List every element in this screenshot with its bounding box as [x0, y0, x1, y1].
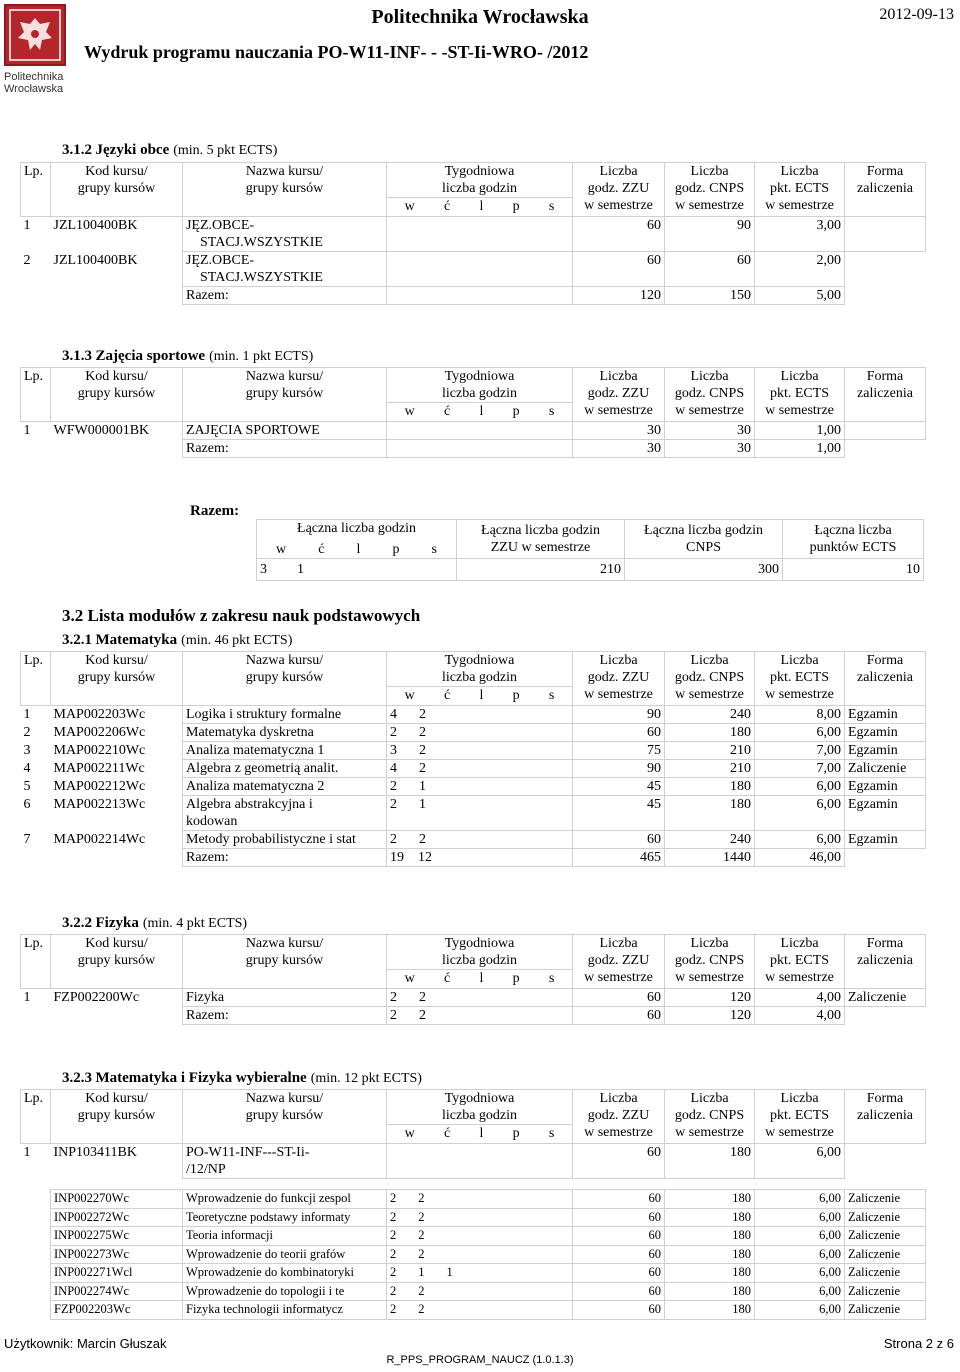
table-313: Lp. Kod kursu/ grupy kursów Nazwa kursu/ grupy kursów Tygodniowa liczba godzin Liczba godz. ZZU w semestrze Liczba godz. CNPS w semestrze Liczba pkt. ECTS w semestrze Forma zaliczenia w ć l p s 1 WFW000001BK ZAJĘCIA SPORTOWE 30 30 1,00 Razem: 30 30 1,00 [20, 367, 926, 458]
footer-page: Strona 2 z 6 [883, 1336, 954, 1351]
section-heading-322: 3.2.2 Fizyka (min. 4 pkt ECTS) [62, 915, 248, 931]
table-312 [20, 162, 926, 305]
table-323: Lp. Kod kursu/ grupy kursów Nazwa kursu/ grupy kursów Tygodniowa liczba godzin Liczba godz. ZZU w semestrze Liczba godz. CNPS w semestrze Liczba pkt. ECTS w semestrze Forma zaliczenia w ć l p s 1 INP103411BK PO-W11-INF---ST-Ii- /12/NP 60 180 6,00 [20, 1089, 926, 1179]
table-row: INP002272Wc Teoretyczne podstawy informaty 2 2 60 180 6,00 Zaliczenie [51, 1208, 926, 1227]
table-row: 3 1 210 300 10 [257, 559, 924, 581]
table-322: Lp. Kod kursu/ grupy kursów Nazwa kursu/ grupy kursów Tygodniowa liczba godzin Liczba godz. ZZU w semestrze Liczba godz. CNPS w semestrze Liczba pkt. ECTS w semestrze Forma zaliczenia w ć l p s 1 FZP002200Wc Fizyka 2 2 60 120 4,00 Zaliczenie Razem: 2 2 60 120 4,00 [20, 934, 926, 1025]
footer-user: Użytkownik: Marcin Głuszak [4, 1336, 167, 1351]
table-321: Lp. Kod kursu/ grupy kursów Nazwa kursu/ grupy kursów Tygodniowa liczba godzin Liczba godz. ZZU w semestrze Liczba godz. CNPS w semestrze Liczba pkt. ECTS w semestrze Forma zaliczenia w ć l p s 1 MAP002203Wc Logika i struktury formalne 4 2 90 240 8,00 Egzamin 2 MAP002206Wc Matematyka dyskretna 2 2 60 180 6,00 Egzamin 3 MAP002210Wc Analiza matematyczna 1 3 2 75 210 7,00 Egzamin 4 MAP002211Wc Algebra z geometrią analit. 4 2 90 210 7,00 Zaliczenie 5 MAP002212Wc Analiza matematyczna 2 2 1 45 180 6,00 Egzamin 6 MAP002213Wc Algebra abstrakcyjna i kodowan 2 1 45 180 6,00 Egzamin 7 MAP002214Wc Metody probabilistyczne i stat 2 2 60 240 6,00 Egzamin Razem: 19 12 465 1440 46,00 [20, 651, 926, 867]
table-header: Łączna liczba godzin w ć l p s Łączna liczba godzin ZZU w semestrze Łączna liczba godzin CNPS Łączna liczba punktów ECTS [257, 520, 924, 559]
logo-text: Politechnika Wrocławska [4, 71, 64, 95]
table-header: Lp. Kod kursu/ grupy kursów Nazwa kursu/ grupy kursów Tygodniowa liczba godzin Liczba godz. ZZU w semestrze Liczba godz. CNPS w semestrze Liczba pkt. ECTS w semestrze Forma zaliczenia [21, 652, 926, 687]
document-title: Wydruk programu nauczania PO-W11-INF- - -ST-Ii-WRO- /2012 [84, 42, 589, 62]
table-row: INP002274Wc Wprowadzenie do topologii i te 2 2 60 180 6,00 Zaliczenie [51, 1282, 926, 1301]
col-ects: Liczba pkt. ECTS w semestrze [755, 163, 845, 217]
total-row: Razem: 2 2 60 120 4,00 [21, 1007, 926, 1025]
table-header [21, 163, 926, 198]
total-row: Razem: 120 150 5,00 [21, 287, 926, 305]
col-cnps: Liczba godz. CNPS w semestrze [665, 163, 755, 217]
summary-table [256, 519, 924, 581]
table-row: INP002275Wc Teoria informacji 2 2 60 180 6,00 Zaliczenie [51, 1227, 926, 1246]
col-tyg: Tygodniowa liczba godzin [387, 163, 573, 198]
table-header: Lp. Kod kursu/ grupy kursów Nazwa kursu/ grupy kursów Tygodniowa liczba godzin Liczba godz. ZZU w semestrze Liczba godz. CNPS w semestrze Liczba pkt. ECTS w semestrze Forma zaliczenia [21, 368, 926, 403]
print-date: 2012-09-13 [879, 6, 954, 23]
group-row: 1 INP103411BK PO-W11-INF---ST-Ii- /12/NP 60 180 6,00 [21, 1144, 926, 1179]
col-lp: Lp. [21, 163, 51, 217]
section-heading-313: 3.1.3 Zajęcia sportowe (min. 1 pkt ECTS) [62, 348, 314, 364]
col-kod: Kod kursu/ grupy kursów [51, 163, 183, 217]
table-row: 1 FZP002200Wc Fizyka 2 2 60 120 4,00 Zaliczenie [21, 989, 926, 1007]
col-zzu: Liczba godz. ZZU w semestrze [573, 163, 665, 217]
col-tyg-letters: w ć l p s [387, 198, 573, 217]
table-row: 2 JZL100400BK JĘZ.OBCE- STACJ.WSZYSTKIE 60 60 2,00 [21, 252, 926, 287]
table-row: 1 JZL100400BK JĘZ.OBCE- STACJ.WSZYSTKIE 60 90 3,00 [21, 217, 926, 252]
col-nazwa: Nazwa kursu/ grupy kursów [183, 163, 387, 217]
footer-report-code: R_PPS_PROGRAM_NAUCZ (1.0.1.3) [386, 1354, 574, 1366]
table-row: INP002273Wc Wprowadzenie do teorii grafów 2 2 60 180 6,00 Zaliczenie [51, 1245, 926, 1264]
col-forma: Forma zaliczenia [845, 163, 926, 217]
table-row: 7 MAP002214Wc Metody probabilistyczne i stat 2 2 60 240 6,00 Egzamin [21, 831, 926, 849]
section-heading-312: 3.1.2 Języki obce (min. 5 pkt ECTS) [62, 142, 278, 158]
table-header: Lp. Kod kursu/ grupy kursów Nazwa kursu/ grupy kursów Tygodniowa liczba godzin Liczba godz. ZZU w semestrze Liczba godz. CNPS w semestrze Liczba pkt. ECTS w semestrze Forma zaliczenia [21, 935, 926, 970]
total-row: Razem: 30 30 1,00 [21, 440, 926, 458]
table-row: FZP002203Wc Fizyka technologii informatycz 2 2 60 180 6,00 Zaliczenie [51, 1301, 926, 1320]
table-row: 1 WFW000001BK ZAJĘCIA SPORTOWE 30 30 1,00 [21, 422, 926, 440]
section-heading-32: 3.2 Lista modułów z zakresu nauk podstawowych [62, 606, 421, 625]
table-row: INP002270Wc Wprowadzenie do funkcji zespol 2 2 60 180 6,00 Zaliczenie [51, 1190, 926, 1209]
university-name: Politechnika Wrocławska [371, 6, 589, 28]
section-heading-321: 3.2.1 Matematyka (min. 46 pkt ECTS) [62, 632, 293, 648]
table-row: 2 MAP002206Wc Matematyka dyskretna 2 2 60 180 6,00 Egzamin [21, 724, 926, 742]
table-row: 5 MAP002212Wc Analiza matematyczna 2 2 1 45 180 6,00 Egzamin [21, 778, 926, 796]
table-323-subcourses [50, 1189, 926, 1320]
table-row: 3 MAP002210Wc Analiza matematyczna 1 3 2 75 210 7,00 Egzamin [21, 742, 926, 760]
table-header: Lp. Kod kursu/ grupy kursów Nazwa kursu/ grupy kursów Tygodniowa liczba godzin Liczba godz. ZZU w semestrze Liczba godz. CNPS w semestrze Liczba pkt. ECTS w semestrze Forma zaliczenia [21, 1090, 926, 1125]
table-row: 6 MAP002213Wc Algebra abstrakcyjna i kodowan 2 1 45 180 6,00 Egzamin [21, 796, 926, 831]
total-row: Razem: 19 12 465 1440 46,00 [21, 849, 926, 867]
table-row: 4 MAP002211Wc Algebra z geometrią analit. 4 2 90 210 7,00 Zaliczenie [21, 760, 926, 778]
table-row: 1 MAP002203Wc Logika i struktury formalne 4 2 90 240 8,00 Egzamin [21, 706, 926, 724]
table-row: INP002271Wcl Wprowadzenie do kombinatoryki 2 1 1 60 180 6,00 Zaliczenie [51, 1264, 926, 1283]
section-heading-323: 3.2.3 Matematyka i Fizyka wybieralne (min. 12 pkt ECTS) [62, 1070, 422, 1086]
summary-label: Razem: [190, 503, 240, 519]
